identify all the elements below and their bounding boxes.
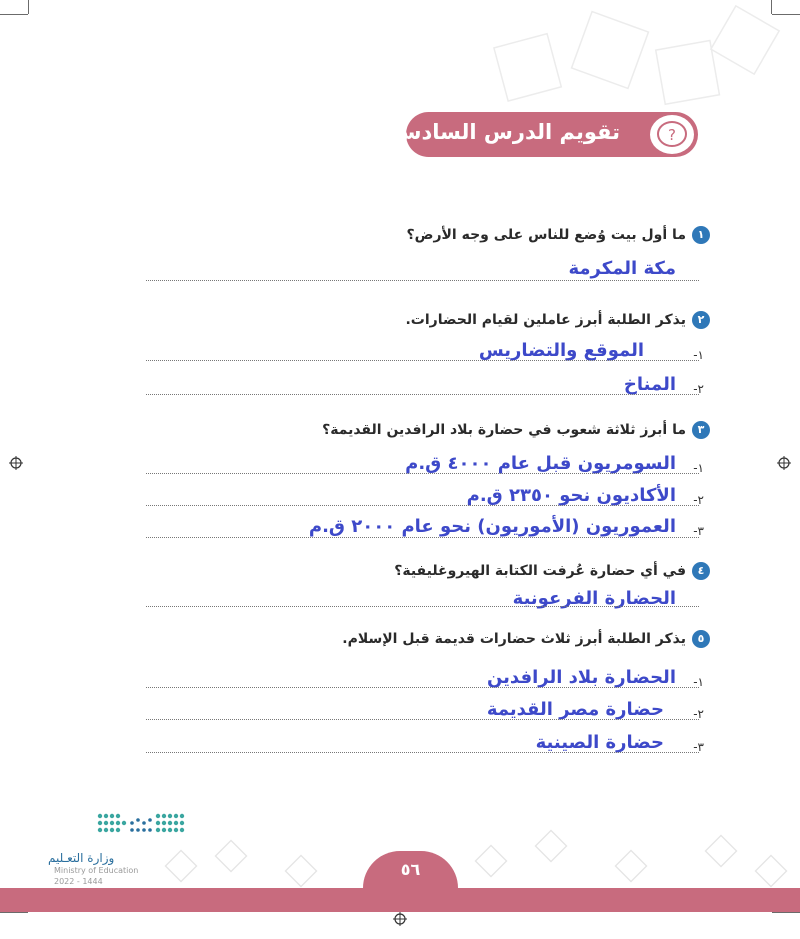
answer-prefix: ٣- <box>693 524 704 538</box>
answer-text: العموريون (الأموريون) نحو عام ٢٠٠٠ ق.م <box>308 516 676 537</box>
question-number-badge: ١ <box>692 226 710 244</box>
answer-line <box>146 537 699 538</box>
question-text: يذكر الطلبة أبرز عاملين لقيام الحضارات. <box>405 312 686 328</box>
question-3 <box>322 421 710 439</box>
answer-text: مكة المكرمة <box>568 258 676 279</box>
answer-line <box>146 606 699 607</box>
answer-prefix: ٢- <box>693 493 704 507</box>
ministry-year: 2022 - 1444 <box>54 877 103 886</box>
answer-prefix: ٢- <box>693 707 704 721</box>
section-header <box>392 112 698 157</box>
answer-text: حضارة مصر القديمة <box>486 699 664 720</box>
question-number-badge: ٤ <box>692 562 710 580</box>
question-5 <box>342 630 710 648</box>
footer-bar <box>0 888 800 912</box>
answer-text: الموقع والتضاريس <box>478 340 644 361</box>
question-text: ما أول بيت وُضع للناس على وجه الأرض؟ <box>406 227 686 243</box>
registration-mark-icon <box>393 912 407 926</box>
crop-mark <box>0 14 28 15</box>
question-2 <box>405 311 710 329</box>
crop-mark <box>772 912 800 913</box>
question-number-badge: ٥ <box>692 630 710 648</box>
answer-text: المناخ <box>623 374 676 395</box>
ministry-name-en: Ministry of Education <box>54 866 139 875</box>
answer-line <box>146 505 699 506</box>
answer-line <box>146 752 699 753</box>
crop-mark <box>0 912 28 913</box>
answer-text: حضارة الصينية <box>535 732 664 753</box>
answer-line <box>146 719 699 720</box>
question-1 <box>406 226 710 244</box>
answer-line <box>146 687 699 688</box>
question-4 <box>394 562 710 580</box>
question-bubble-icon <box>650 115 694 154</box>
answer-prefix: ١- <box>693 348 704 362</box>
answer-prefix: ١- <box>693 461 704 475</box>
answer-line <box>146 280 699 281</box>
registration-mark-icon <box>9 456 23 470</box>
ministry-name-ar: وزارة التعـليم <box>48 851 115 865</box>
footer-pattern <box>150 815 800 888</box>
answer-text: الأكاديون نحو ٢٣٥٠ ق.م <box>466 485 676 506</box>
question-text: ما أبرز ثلاثة شعوب في حضارة بلاد الرافدين القديمة؟ <box>322 422 686 438</box>
answer-text: الحضارة بلاد الرافدين <box>486 667 676 688</box>
registration-mark-icon <box>777 456 791 470</box>
answer-text: السومريون قبل عام ٤٠٠٠ ق.م <box>405 453 676 474</box>
answer-text: الحضارة الفرعونية <box>512 588 676 609</box>
question-number-badge: ٣ <box>692 421 710 439</box>
ministry-logo-icon <box>96 810 188 846</box>
question-text: في أي حضارة عُرفت الكتابة الهيروغليفية؟ <box>394 563 686 579</box>
page-number: ٥٦ <box>400 860 421 879</box>
question-text: يذكر الطلبة أبرز ثلاث حضارات قديمة قبل الإسلام. <box>342 631 686 647</box>
question-number-badge: ٢ <box>692 311 710 329</box>
answer-prefix: ٣- <box>693 740 704 754</box>
answer-prefix: ١- <box>693 675 704 689</box>
svg-text:?: ? <box>668 126 676 144</box>
decorative-pattern <box>470 0 800 110</box>
section-title: تقويم الدرس السادس <box>392 120 620 144</box>
crop-mark <box>28 0 29 14</box>
answer-line <box>146 473 699 474</box>
answer-line <box>146 394 699 395</box>
answer-prefix: ٢- <box>693 382 704 396</box>
answer-line <box>146 360 699 361</box>
